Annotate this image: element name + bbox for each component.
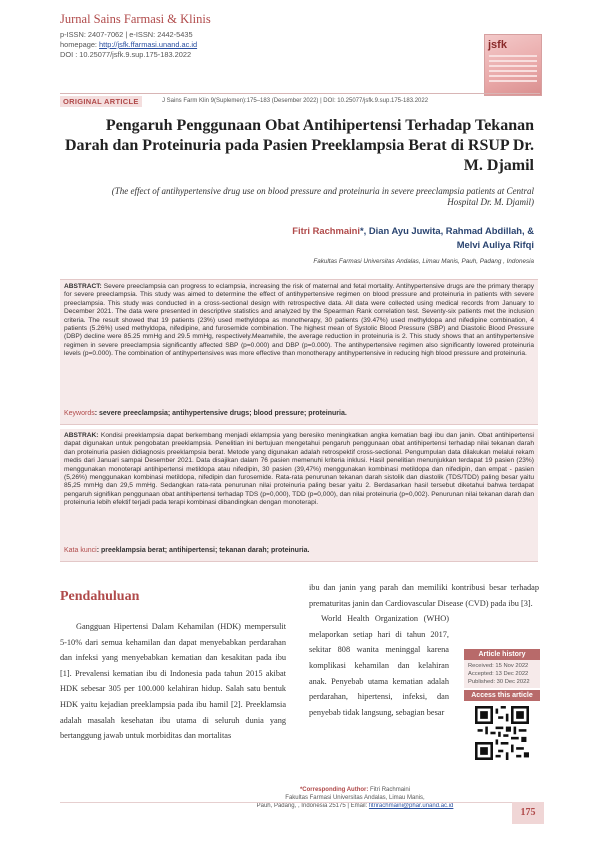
qr-code-icon[interactable] (475, 706, 529, 760)
paper-title: Pengaruh Penggunaan Obat Antihipertensi Terhadap Tekanan Darah dan Proteinuria pada Pasien Preeklampsia Berat di RSUP Dr. M. Djamil (64, 117, 534, 174)
keywords-id (64, 547, 309, 554)
corresponding-address-2: Pauh, Padang, , Indonesia 25175 | Email: (256, 803, 369, 809)
intro-right-paragraph-1: ibu dan janin yang parah dan memiliki kontribusi besar terhadap prematuritas janin dan Cardiovascular Disease (CVD) pada ibu [3]. (309, 583, 539, 608)
paper-subtitle: (The effect of antihypertensive drug use on blood pressure and proteinuria in severe preeclampsia patients at Central Hospital Dr. M. Djamil) (111, 186, 534, 207)
affiliation: Fakultas Farmasi Universitas Andalas, Limau Manis, Pauh, Padang , Indonesia (313, 258, 534, 265)
keywords-text: : severe preeclampsia; antihypertensive drugs; blood pressure; proteinuria. (94, 410, 347, 417)
page-number: 175 (512, 802, 544, 824)
cover-decoration (489, 55, 537, 85)
citation-line: J Sains Farm Klin 9(Suplemen):175–183 (Desember 2022) | DOI: 10.25077/jsfk.9.sup.175-183.2022 (162, 98, 429, 104)
access-article-heading: Access this article (464, 690, 540, 701)
author-list (230, 224, 534, 252)
abstract-text: Severe preeclampsia can progress to eclampsia, increasing the risk of maternal and fetal mortality. Antihypertensive drugs are the primary therapy for severe preeclampsia. This study was aimed to determine the effect of antihypertensive regimen on blood pressure and proteinuria in patients with severe preeclampsia. This study was conducted in a cross-sectional design with retrospective data. All data were collected using medical records from January to December 2021. The data were presented in descriptive statistics and analyzed by the Spearman Rank correlation test. Seventy-six patients met the inclusion criteria. The result showed that 19 patients (23%) used methyldopa as monotherapy, 30 patients (39.47%) used methyldopa and nifedipine combination, 4 patients (5.26%) used methyldopa, nifedipine, and furosemide combination. The highest mean of Systolic Blood Pressure (SBP) and Diastolic Blood Pressure (DBP) decline were 85.25 mmHg and 29.5 mmHg, respectively.Meanwhile, the average reduction in proteinuria is 2. This study shows that an antihypertensive regimen in severe preeclampsia significantly affected SBP (p=0.000) and DBP (p=0.000). The antihypertensive regimen also significantly lowered proteinuria levels (p=0.000). The combination of antihypertensives was more effective than monotherapy antihypertensive in reducing high blood pressure and proteinuria. (64, 283, 534, 358)
corresponding-address-1: Fakultas Farmasi Universitas Andalas, Limau Manis, (285, 795, 425, 801)
corresponding-label: *Corresponding Author: (299, 787, 369, 793)
received-date: Received: 15 Nov 2022 (468, 663, 529, 669)
journal-name: Jurnal Sains Farmasi & Klinis (60, 12, 211, 26)
corresponding-email-link[interactable]: fitrirachmaini@phar.unand.ac.id (368, 803, 454, 809)
article-history-heading: Article history (464, 649, 540, 660)
issn-line: p-ISSN: 2407-7062 | e-ISSN: 2442-5435 (60, 30, 193, 39)
article-type-tag: ORIGINAL ARTICLE (60, 96, 142, 107)
keywords-label: Keywords (64, 410, 95, 417)
journal-logo: jsfk (488, 39, 507, 51)
kata-kunci-text: : preeklampsia berat; antihipertensi; tekanan darah; proteinuria. (96, 547, 310, 554)
homepage-label: homepage: (60, 40, 100, 49)
abstrak-body (64, 432, 534, 508)
abstract-label: ABSTRACT: (64, 283, 102, 290)
coauthors-line2: Melvi Auliya Rifqi (456, 239, 534, 250)
homepage-link[interactable]: http://jsfk.ffarmasi.unand.ac.id (99, 40, 198, 49)
kata-kunci-label: Kata kunci (64, 547, 97, 554)
accepted-date: Accepted: 13 Dec 2022 (468, 671, 529, 677)
footer-divider (60, 802, 540, 831)
abstract-indonesian (60, 429, 538, 562)
homepage-line (60, 40, 197, 49)
first-author: Fitri Rachmaini (292, 225, 361, 236)
header-divider (60, 93, 540, 94)
intro-right-paragraph-2: World Health Organization (WHO) melaporkan setiap hari di tahun 2017, sekitar 808 wanita meninggal karena komplikasi kehamilan dan kelahiran anak. Penyebab utama kematian adalah perdarahan, hipertensi, infeksi, dan penyebab tidak langsung, sebagian besar (309, 614, 449, 717)
abstract-english (60, 279, 538, 425)
abstrak-label: ABSTRAK: (64, 432, 99, 439)
intro-left-column: Gangguan Hipertensi Dalam Kehamilan (HDK) mempersulit 5-10% dari semua kehamilan dan dapat menyebabkan perdarahan dan infeksi yang menyebabkan kematian dan kesakitan pada ibu [1]. Prevalensi kematian ibu di Indonesia pada tahun 2015 akibat HDK sebesar 305 per 100.000 kelahiran hidup. Salah satu bentuk HDK yaitu kejadian preeklampsia pada ibu hamil [2]. Preeklamsia adalah masalah kesehatan ibu utama di seluruh dunia yang bertanggung jawab untuk morbiditas dan mortalitas (60, 622, 286, 741)
keywords-en (64, 410, 347, 417)
abstract-body (64, 283, 534, 359)
published-date: Published: 30 Dec 2022 (468, 679, 530, 685)
abstrak-text: Kondisi preeklampsia dapat berkembang menjadi eklampsia yang beresiko meningkatkan angka kematian bagi ibu dan janin. Obat antihipertensi dapat digunakan untuk pengobatan preeklampsia. Penelitian ini bertujuan mengetahui pengaruh penggunaan obat antihipertensi terhadap nilai tekanan darah dan proteinuria pasien didiagnosis preeklampsia berat. Metode yang digunakan adalah retrospektif cross-sectional. Pengumpulan data dilakukan melalui rekam medis dari Januari sampai Desember 2021. Data disajikan dalam 76 pasien memenuhi kriteria inklusi. Hasil penelitian menunjukkan terdapat 19 pasien (23%) menggunakan monoterapi antihipertensi metildopa atau nifedipin, 30 pasien (39,47%) menggunakan kombinasi metildopa dan nifedipin, dan empat - pasien (5,26%) menggunakan kombinasi metildopa, nifedipin dan furosemide. Rata-rata penurunan tekanan darah sistolik dan diastolik (TDS/TDD) paling besar yaitu 85,25 mmHg dan 29,5 mmHg. Sedangkan rata-rata penurunan nilai proteinuria paling besar yaitu 2. Berdasarkan hasil tersebut diketahui bahwa terdapat pengaruh signifikan penggunaan obat antihipertensi terhadap TDS (p=0,000), TDD (p=0,000), dan nilai proteinuria (p=0,002). Penurunan nilai tekanan darah dan proteinuria lebih efektif terjadi pada terapi kombinasi dibandingkan dengan monoterapi. (64, 432, 534, 507)
coauthors-line1: *, Dian Ayu Juwita, Rahmad Abdillah, & (360, 225, 534, 236)
journal-cover-image (484, 34, 542, 96)
section-heading-introduction: Pendahuluan (60, 589, 140, 604)
qr-code-graphic (475, 706, 529, 760)
article-history-panel (464, 649, 540, 783)
doi-line: DOI : 10.25077/jsfk.9.sup.175-183.2022 (60, 50, 192, 59)
article-history-dates (464, 660, 540, 688)
corresponding-name: Fitri Rachmaini (368, 787, 411, 793)
